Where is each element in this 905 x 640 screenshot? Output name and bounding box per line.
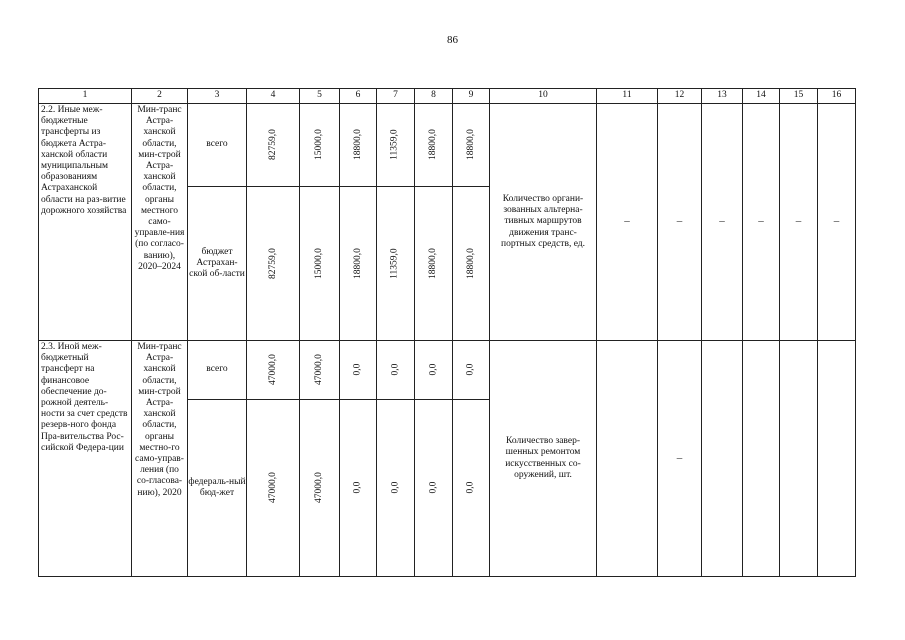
indicator-cell: Количество завер-шенных ремонтом искусственных со-оружений, шт. xyxy=(490,341,597,577)
target-cell: – xyxy=(702,104,743,341)
value-cell: 0,0 xyxy=(340,341,377,400)
program-table xyxy=(38,88,856,577)
value-cell: 0,0 xyxy=(415,341,453,400)
header-cell: 16 xyxy=(818,89,856,104)
value-cell: 82759,0 xyxy=(247,187,300,341)
page-number: 86 xyxy=(447,34,458,46)
value-cell: 18800,0 xyxy=(340,187,377,341)
header-cell: 10 xyxy=(490,89,597,104)
value-cell: 47000,0 xyxy=(300,341,340,400)
value-cell: 15000,0 xyxy=(300,104,340,187)
target-cell xyxy=(818,341,856,577)
indicator-cell: Количество органи-зованных альтерна-тивных маршрутов движения транс-портных средств, ед. xyxy=(490,104,597,341)
funding-source: всего xyxy=(188,104,247,187)
header-row xyxy=(39,89,856,104)
header-cell: 13 xyxy=(702,89,743,104)
target-cell: – xyxy=(658,104,702,341)
header-cell: 12 xyxy=(658,89,702,104)
value-cell: 18800,0 xyxy=(340,104,377,187)
target-cell: – xyxy=(818,104,856,341)
target-cell: – xyxy=(743,104,780,341)
funding-source: федераль-ный бюд-жет xyxy=(188,400,247,577)
value-cell: 0,0 xyxy=(340,400,377,577)
measure-name: 2.3. Иной меж-бюджетный трансферт на финансовое обеспечение до-рожной деятель-ности за счет средств резерв-ного фонда Пра-вительства Рос-сийской Федера-ции xyxy=(39,341,132,577)
table-row xyxy=(39,341,856,400)
value-cell: 47000,0 xyxy=(247,341,300,400)
header-cell: 1 xyxy=(39,89,132,104)
header-cell: 2 xyxy=(132,89,188,104)
header-cell: 8 xyxy=(415,89,453,104)
value-cell: 0,0 xyxy=(453,400,490,577)
value-cell: 82759,0 xyxy=(247,104,300,187)
target-cell: – xyxy=(658,341,702,577)
target-cell xyxy=(780,341,818,577)
target-cell: – xyxy=(597,104,658,341)
funding-source: всего xyxy=(188,341,247,400)
value-cell: 18800,0 xyxy=(453,104,490,187)
target-cell xyxy=(743,341,780,577)
value-cell: 47000,0 xyxy=(300,400,340,577)
header-cell: 3 xyxy=(188,89,247,104)
table-row xyxy=(39,104,856,187)
header-cell: 14 xyxy=(743,89,780,104)
header-cell: 11 xyxy=(597,89,658,104)
value-cell: 11359,0 xyxy=(377,104,415,187)
funding-source: бюджет Астрахан-ской об-ласти xyxy=(188,187,247,341)
value-cell: 47000,0 xyxy=(247,400,300,577)
value-cell: 0,0 xyxy=(453,341,490,400)
value-cell: 11359,0 xyxy=(377,187,415,341)
value-cell: 0,0 xyxy=(377,341,415,400)
target-cell: – xyxy=(780,104,818,341)
value-cell: 18800,0 xyxy=(415,104,453,187)
executor-cell: Мин-транс Астра-ханской области, мин-строй Астра-ханской области, органы местно-го само-управ-ления (по со-гласова-нию), 2020 xyxy=(132,341,188,577)
header-cell: 4 xyxy=(247,89,300,104)
header-cell: 6 xyxy=(340,89,377,104)
value-cell: 0,0 xyxy=(377,400,415,577)
value-cell: 18800,0 xyxy=(453,187,490,341)
value-cell: 0,0 xyxy=(415,400,453,577)
measure-name: 2.2. Иные меж-бюджетные трансферты из бюджета Астра-ханской области муниципальным образованиям Астраханской области на раз-витие дорожного хозяйства xyxy=(39,104,132,341)
value-cell: 18800,0 xyxy=(415,187,453,341)
value-cell: 15000,0 xyxy=(300,187,340,341)
target-cell xyxy=(702,341,743,577)
header-cell: 7 xyxy=(377,89,415,104)
target-cell xyxy=(597,341,658,577)
header-cell: 9 xyxy=(453,89,490,104)
executor-cell: Мин-транс Астра-ханской области, мин-строй Астра-ханской области, органы местного само-управле-ния (по согласо-ванию), 2020–2024 xyxy=(132,104,188,341)
header-cell: 15 xyxy=(780,89,818,104)
header-cell: 5 xyxy=(300,89,340,104)
